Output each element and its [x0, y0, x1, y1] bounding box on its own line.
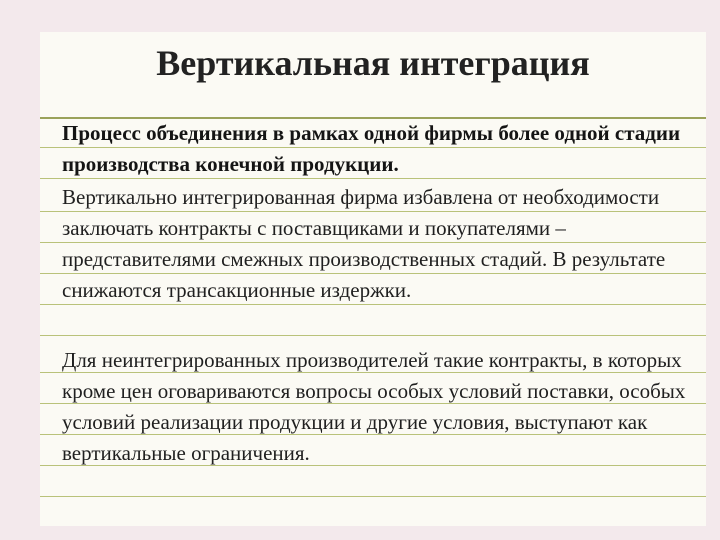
lead-definition: Процесс объединения в рамках одной фирмы более одной стадии производства конечной продукции. — [62, 121, 681, 176]
paragraph-non-integrated: Для неинтегрированных производителей такие контракты, в которых кроме цен оговариваются вопросы особых условий поставки, особых условий реализации продукции и другие условия, выступают как вертикальные ограничения. — [62, 348, 686, 465]
paragraph-integrated-firm: Вертикально интегрированная фирма избавлена от необходимости заключать контракты с поставщиками и покупателями – представителями смежных производственных стадий. В результате снижаются трансакционные издержки. — [62, 185, 666, 302]
slide-title: Вертикальная интеграция — [156, 43, 590, 83]
rule-line — [40, 496, 706, 497]
slide — [40, 32, 706, 526]
rule-line — [40, 335, 706, 336]
